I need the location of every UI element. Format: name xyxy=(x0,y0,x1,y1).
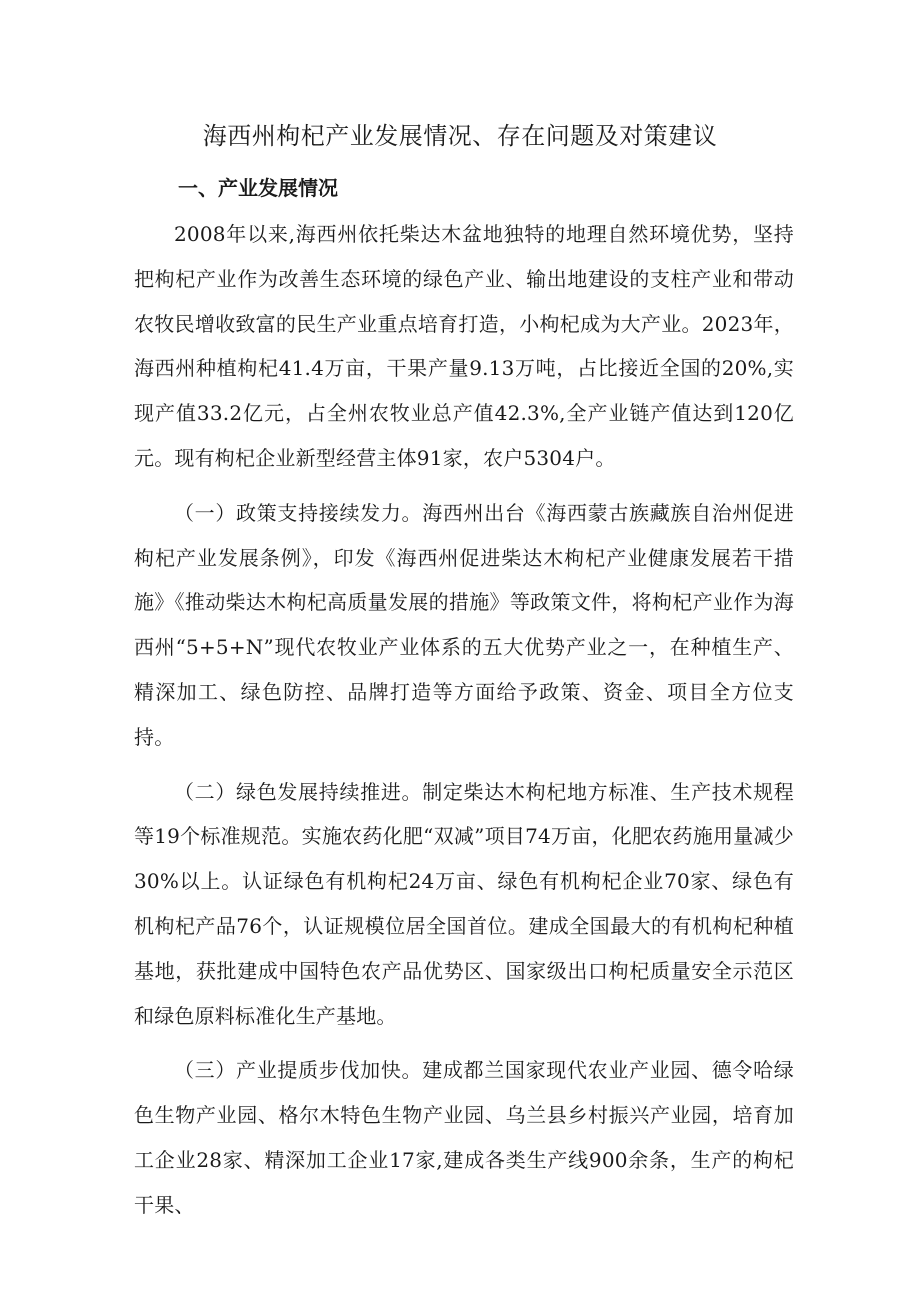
paragraph-policy-support: （一）政策支持接续发力。海西州出台《海西蒙古族藏族自治州促进枸杞产业发展条例》，印发《海西州促进柴达木枸杞产业健康发展若干措施》《推动柴达木枸杞高质量发展的措施》等政策文件，将枸杞产业作为海西州“5+5+N”现代农牧业产业体系的五大优势产业之一，在种植生产、精深加工、绿色防控、品牌打造等方面给予政策、资金、项目全方位支持。 xyxy=(134,500,794,749)
section-heading: 一、产业发展情况 xyxy=(178,176,338,200)
paragraph-overview: 2008年以来,海西州依托柴达木盆地独特的地理自然环境优势，坚持把枸杞产业作为改善生态环境的绿色产业、输出地建设的支柱产业和带动农牧民增收致富的民生产业重点培育打造，小枸杞成为大产业。2023年，海西州种植枸杞41.4万亩，干果产量9.13万吨，占比接近全国的20%,实现产值33.2亿元，占全州农牧业总产值42.3%,全产业链产值达到120亿元。现有枸杞企业新型经营主体91家，农户5304户。 xyxy=(134,222,794,470)
paragraph-green-development: （二）绿色发展持续推进。制定柴达木枸杞地方标准、生产技术规程等19个标准规范。实施农药化肥“双减”项目74万亩，化肥农药施用量减少30%以上。认证绿色有机枸杞24万亩、绿色有机枸杞企业70家、绿色有机枸杞产品76个，认证规模位居全国首位。建成全国最大的有机枸杞种植基地，获批建成中国特色农产品优势区、国家级出口枸杞质量安全示范区和绿色原料标准化生产基地。 xyxy=(134,779,794,1028)
paragraph-industry-upgrade: （三）产业提质步伐加快。建成都兰国家现代农业产业园、德令哈绿色生物产业园、格尔木特色生物产业园、乌兰县乡村振兴产业园，培育加工企业28家、精深加工企业17家,建成各类生产线900余条，生产的枸杞干果、 xyxy=(134,1058,794,1217)
document-body xyxy=(134,212,794,1228)
document-title: 海西州枸杞产业发展情况、存在问题及对策建议 xyxy=(202,122,718,150)
